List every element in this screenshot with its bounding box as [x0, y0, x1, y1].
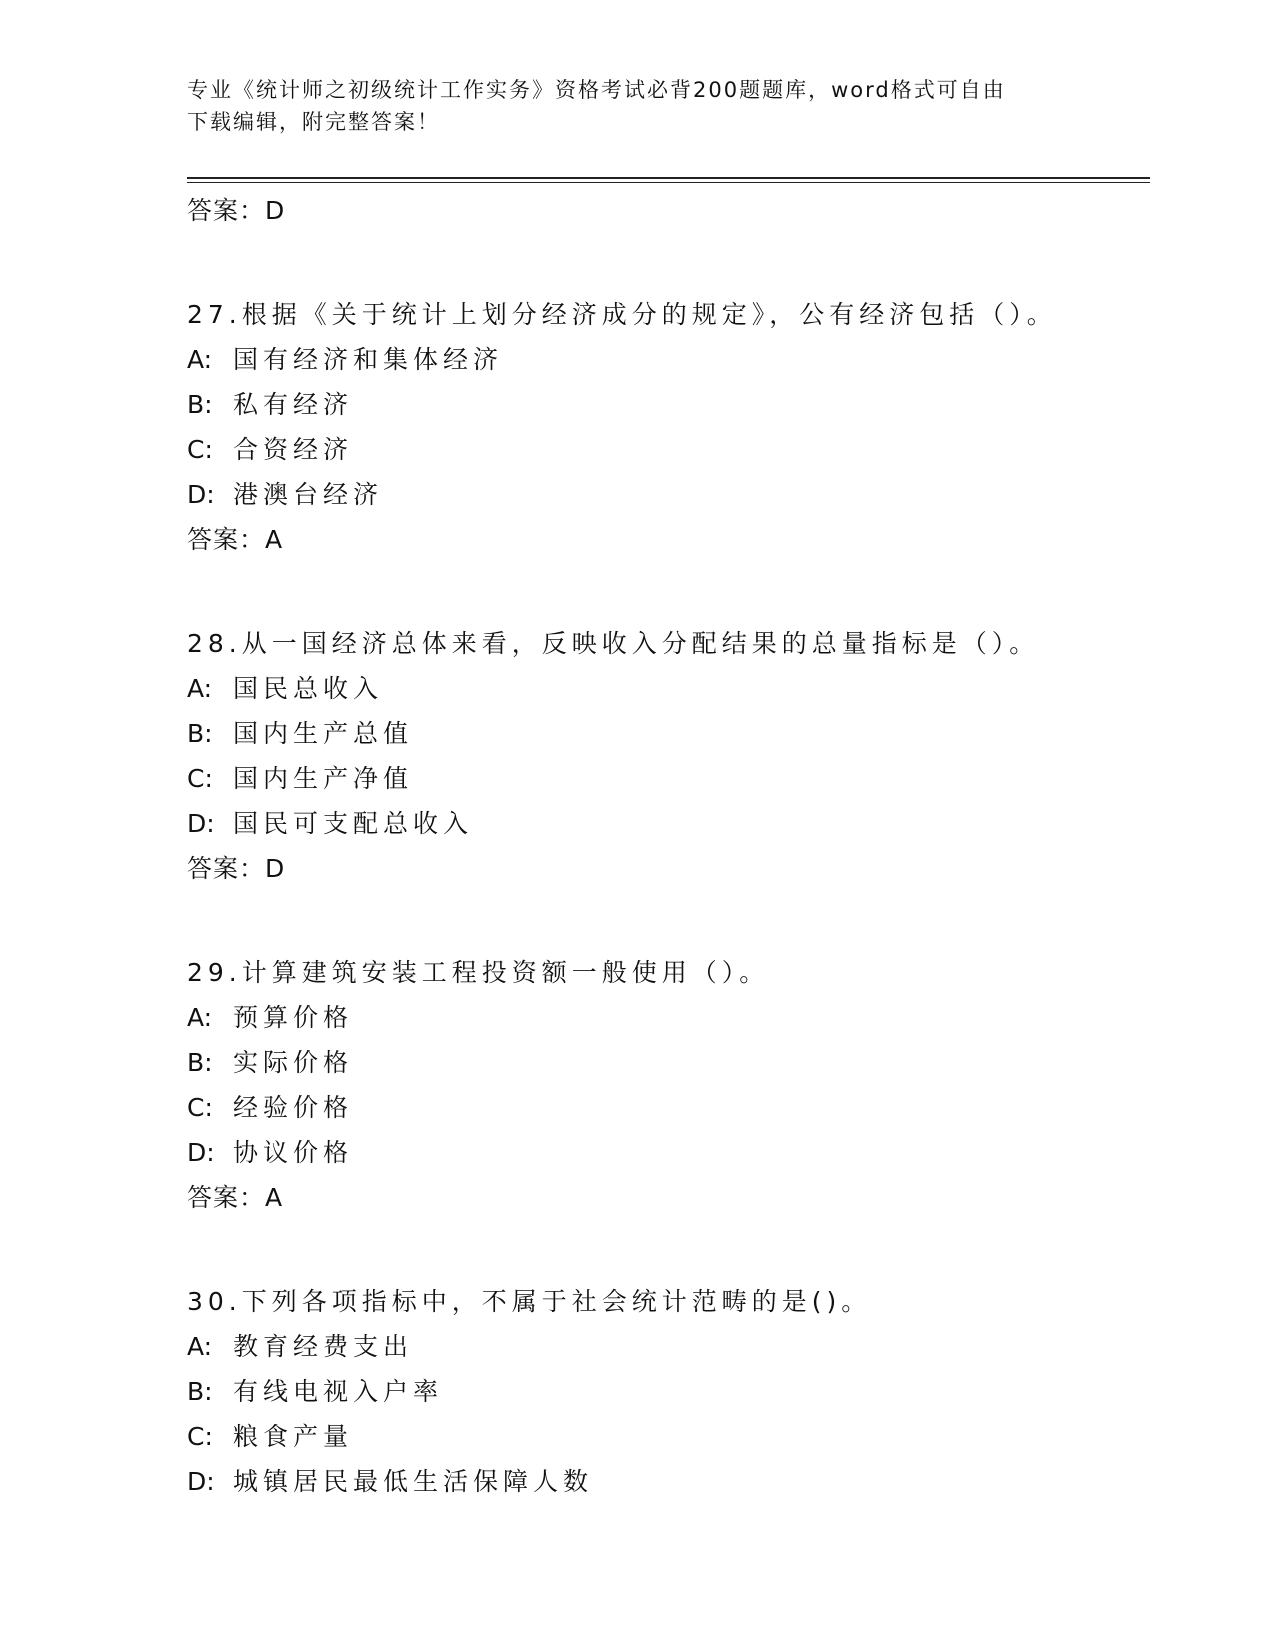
option-text: 国内生产总值	[233, 719, 414, 748]
option-letter: A:	[187, 1003, 213, 1032]
option-b	[187, 1043, 1147, 1083]
option-text: 合资经济	[233, 435, 354, 464]
option-a	[187, 1327, 1147, 1367]
question-block	[187, 295, 1147, 560]
option-d	[187, 1133, 1147, 1173]
option-text: 城镇居民最低生活保障人数	[233, 1467, 594, 1496]
option-c	[187, 430, 1147, 470]
option-text: 教育经费支出	[233, 1332, 414, 1361]
header-rule-thick	[187, 177, 1150, 179]
answer-line: 答案：A	[187, 525, 284, 554]
option-text: 港澳台经济	[233, 480, 384, 509]
question-stem: 27.根据《关于统计上划分经济成分的规定》，公有经济包括（）。	[187, 300, 1057, 329]
question-block	[187, 1282, 1147, 1502]
option-text: 协议价格	[233, 1138, 354, 1167]
option-letter: B:	[187, 719, 213, 748]
option-d	[187, 475, 1147, 515]
option-a	[187, 998, 1147, 1038]
option-c	[187, 1088, 1147, 1128]
option-text: 私有经济	[233, 390, 354, 419]
question-stem: 28.从一国经济总体来看，反映收入分配结果的总量指标是（）。	[187, 629, 1040, 658]
option-text: 实际价格	[233, 1048, 354, 1077]
option-text: 国有经济和集体经济	[233, 345, 504, 374]
option-text: 国民可支配总收入	[233, 809, 474, 838]
answer-line: 答案：A	[187, 1183, 284, 1212]
header-line-2: 下载编辑，附完整答案！	[187, 110, 440, 134]
option-letter: B:	[187, 390, 213, 419]
option-letter: A:	[187, 674, 213, 703]
question-block	[187, 624, 1147, 889]
option-text: 经验价格	[233, 1093, 354, 1122]
option-text: 有线电视入户率	[233, 1377, 444, 1406]
option-b	[187, 385, 1147, 425]
option-letter: C:	[187, 435, 213, 464]
option-c	[187, 1417, 1147, 1457]
option-a	[187, 340, 1147, 380]
option-letter: A:	[187, 1332, 213, 1361]
option-letter: C:	[187, 1422, 213, 1451]
option-d	[187, 1462, 1147, 1502]
question-list	[187, 191, 1147, 1507]
answer-line: 答案：D	[187, 854, 286, 883]
option-b	[187, 714, 1147, 754]
header-line-1: 专业《统计师之初级统计工作实务》资格考试必背200题题库，word格式可自由	[187, 78, 1006, 102]
option-letter: B:	[187, 1048, 213, 1077]
option-text: 国民总收入	[233, 674, 384, 703]
option-d	[187, 804, 1147, 844]
option-text: 粮食产量	[233, 1422, 354, 1451]
option-letter: D:	[187, 480, 215, 509]
option-letter: A:	[187, 345, 213, 374]
header-rule-thin	[187, 182, 1150, 183]
question-stem: 30.下列各项指标中，不属于社会统计范畴的是()。	[187, 1287, 872, 1316]
page-header	[187, 74, 1087, 138]
option-letter: C:	[187, 1093, 213, 1122]
answer-line: 答案：D	[187, 196, 286, 225]
option-b	[187, 1372, 1147, 1412]
option-text: 预算价格	[233, 1003, 354, 1032]
question-block	[187, 953, 1147, 1218]
option-letter: B:	[187, 1377, 213, 1406]
option-letter: D:	[187, 809, 215, 838]
question-stem: 29.计算建筑安装工程投资额一般使用（）。	[187, 958, 770, 987]
option-letter: D:	[187, 1467, 215, 1496]
option-c	[187, 759, 1147, 799]
option-text: 国内生产净值	[233, 764, 414, 793]
option-a	[187, 669, 1147, 709]
option-letter: D:	[187, 1138, 215, 1167]
option-letter: C:	[187, 764, 213, 793]
